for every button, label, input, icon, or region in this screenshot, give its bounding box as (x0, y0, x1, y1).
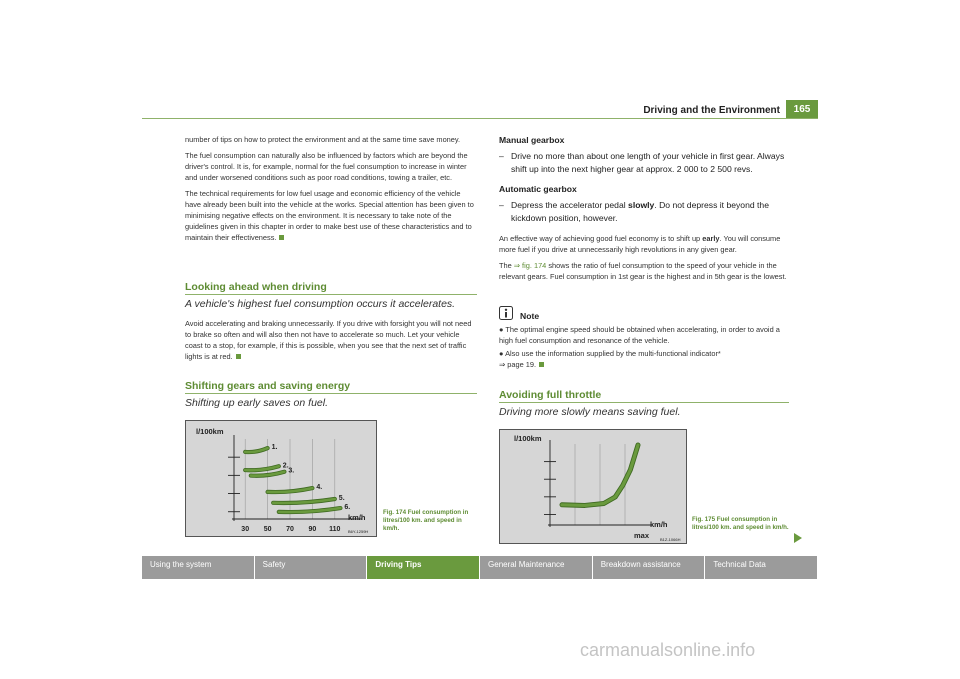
intro-paragraph-3-text: The technical requirements for low fuel usage and economic efficiency of the vehicle have already been built into the vehicle at the works. Special attention has been given to minimising negative effects on the environment. It is necessary to take note of the guidelines given in this chapter in order to make best use of these characteristics and to maintain their effectiveness. (185, 189, 474, 242)
section-rule (499, 402, 789, 403)
watermark: carmanualsonline.info (580, 640, 756, 660)
section-subtitle-shifting-gears: Shifting up early saves on fuel. (185, 397, 329, 409)
gear-label: 3. (288, 467, 295, 475)
gear-label: 4. (316, 484, 323, 492)
running-header-title: Driving and the Environment (643, 105, 780, 116)
figure-reference-paragraph (499, 260, 789, 282)
section-tab-bar (142, 556, 818, 579)
y-axis-label: l/100km (196, 427, 224, 436)
manual-gearbox-item (499, 150, 789, 175)
automatic-gearbox-text (511, 199, 789, 224)
p1-bold: early (702, 234, 720, 243)
left-column (185, 134, 477, 248)
figure-174-caption: Fig. 174 Fuel consumption in litres/100 km. and speed in km/h. (383, 509, 469, 532)
x-tick-label: 90 (308, 526, 317, 533)
note-bullet-2: ● Also use the information supplied by the multi-functional indicator* (499, 349, 721, 358)
x-axis-label: km/h (348, 513, 366, 522)
figure-175 (499, 429, 687, 544)
section-rule (185, 393, 477, 394)
header-rule (142, 118, 818, 119)
x-tick-label: 30 (241, 526, 250, 533)
end-of-section-mark (279, 235, 284, 240)
tab-general-maintenance[interactable]: General Maintenance (480, 556, 593, 579)
right-paragraphs (499, 233, 789, 287)
tab-breakdown-assistance[interactable]: Breakdown assistance (593, 556, 706, 579)
fuel-consumption-speed-chart (500, 430, 686, 543)
figure-175-caption: Fig. 175 Fuel consumption in litres/100 km. and speed in km/h. (692, 516, 789, 531)
p1-post: . You will consume more fuel if you drive at unnecessarily high revolutions in any given gear. (499, 234, 781, 254)
tab-using-the-system[interactable]: Using the system (142, 556, 255, 579)
gear-label: 5. (338, 495, 345, 502)
gear-label: 6. (344, 504, 351, 512)
note-bullet-1: ● The optimal engine speed should be obtained when accelerating, in order to avoid a high fuel consumption and resonance of the vehicle. (499, 325, 780, 345)
auto-text-bold: slowly (628, 200, 655, 210)
fuel-consumption-gear-chart (186, 421, 376, 536)
section-rule (185, 294, 477, 295)
note-bullet-1-text: The optimal engine speed should be obtained when accelerating, in order to avoid a high fuel consumption and resonance of the vehicle. (499, 325, 780, 345)
auto-text-post: . Do not depress it beyond the kickdown position, however. (511, 200, 769, 223)
gear-label: 2. (282, 462, 289, 470)
dash-bullet: – (499, 151, 504, 161)
x-axis-label: km/h (650, 520, 668, 529)
x-tick-label: 50 (263, 526, 272, 533)
fig-174-link[interactable]: ⇒ fig. 174 (513, 261, 547, 270)
page-number: 165 (786, 100, 818, 119)
tab-driving-tips[interactable]: Driving Tips (367, 556, 480, 579)
section-subtitle-avoiding-throttle: Driving more slowly means saving fuel. (499, 406, 681, 418)
tab-safety[interactable]: Safety (255, 556, 368, 579)
note-bullet-2-text: Also use the information supplied by the multi-functional indicator* (505, 349, 721, 358)
x-tick-label: 110 (329, 526, 341, 533)
note-body (499, 324, 789, 370)
automatic-gearbox-heading: Automatic gearbox (499, 184, 577, 194)
figure-code: B1Z-1066H (660, 537, 681, 542)
note-page-ref (499, 359, 789, 370)
intro-paragraph-1: number of tips on how to protect the environment and at the same time save money. (185, 135, 461, 144)
section-subtitle-looking-ahead: A vehicle's highest fuel consumption occurs it accelerates. (185, 298, 456, 310)
dash-bullet: – (499, 200, 504, 210)
gear-label: 1. (271, 444, 278, 452)
section-body-text: Avoid accelerating and braking unnecessarily. If you drive with forsight you will not need to brake so often and will also then not have to accelerate so much. Let your vehicle coast to a stop, for example, if this is possible, when you see that the next set of traffic lights is at red. (185, 319, 472, 361)
auto-text-pre: Depress the accelerator pedal (511, 200, 629, 210)
p2-pre: The (499, 261, 514, 270)
shift-early-paragraph (499, 233, 789, 255)
section-title-looking-ahead: Looking ahead when driving (185, 281, 327, 293)
x-axis-max-label: max (634, 531, 650, 540)
page-19-link[interactable]: ⇒ page 19. (499, 360, 537, 369)
section-title-avoiding-throttle: Avoiding full throttle (499, 389, 602, 401)
section-body-looking-ahead (185, 318, 477, 362)
end-of-section-mark (539, 362, 544, 367)
note-title: Note (520, 311, 540, 321)
p1-pre: An effective way of achieving good fuel economy is to shift up (499, 234, 703, 243)
intro-paragraph-3 (185, 188, 477, 243)
x-tick-label: 70 (286, 526, 294, 533)
next-page-arrow-icon[interactable] (794, 533, 802, 543)
y-axis-label: l/100km (514, 434, 542, 443)
end-of-section-mark (236, 354, 241, 359)
tab-technical-data[interactable]: Technical Data (705, 556, 818, 579)
p2-post: shows the ratio of fuel consumption to the speed of your vehicle in the relevant gears. Fuel consumption in 1st gear is the highest and in 5th gear is the lowest. (499, 261, 787, 281)
figure-code: B6Y-1259H (348, 529, 369, 534)
section-title-shifting-gears: Shifting gears and saving energy (185, 380, 351, 392)
manual-gearbox-text: Drive no more than about one length of your vehicle in first gear. Always shift up into the next higher gear at approx. 2 000 to 2 500 revs. (511, 151, 785, 174)
figure-174 (185, 420, 377, 537)
manual-gearbox-heading: Manual gearbox (499, 135, 565, 145)
info-icon (499, 306, 513, 320)
note-icon (499, 306, 513, 320)
intro-paragraph-2: The fuel consumption can naturally also be influenced by factors which are beyond the driver's control. It is, for example, normal for the fuel consumption to increase in winter and under worsened conditions such as poor road conditions, towing a trailer, etc. (185, 151, 468, 182)
automatic-gearbox-item (499, 199, 789, 224)
